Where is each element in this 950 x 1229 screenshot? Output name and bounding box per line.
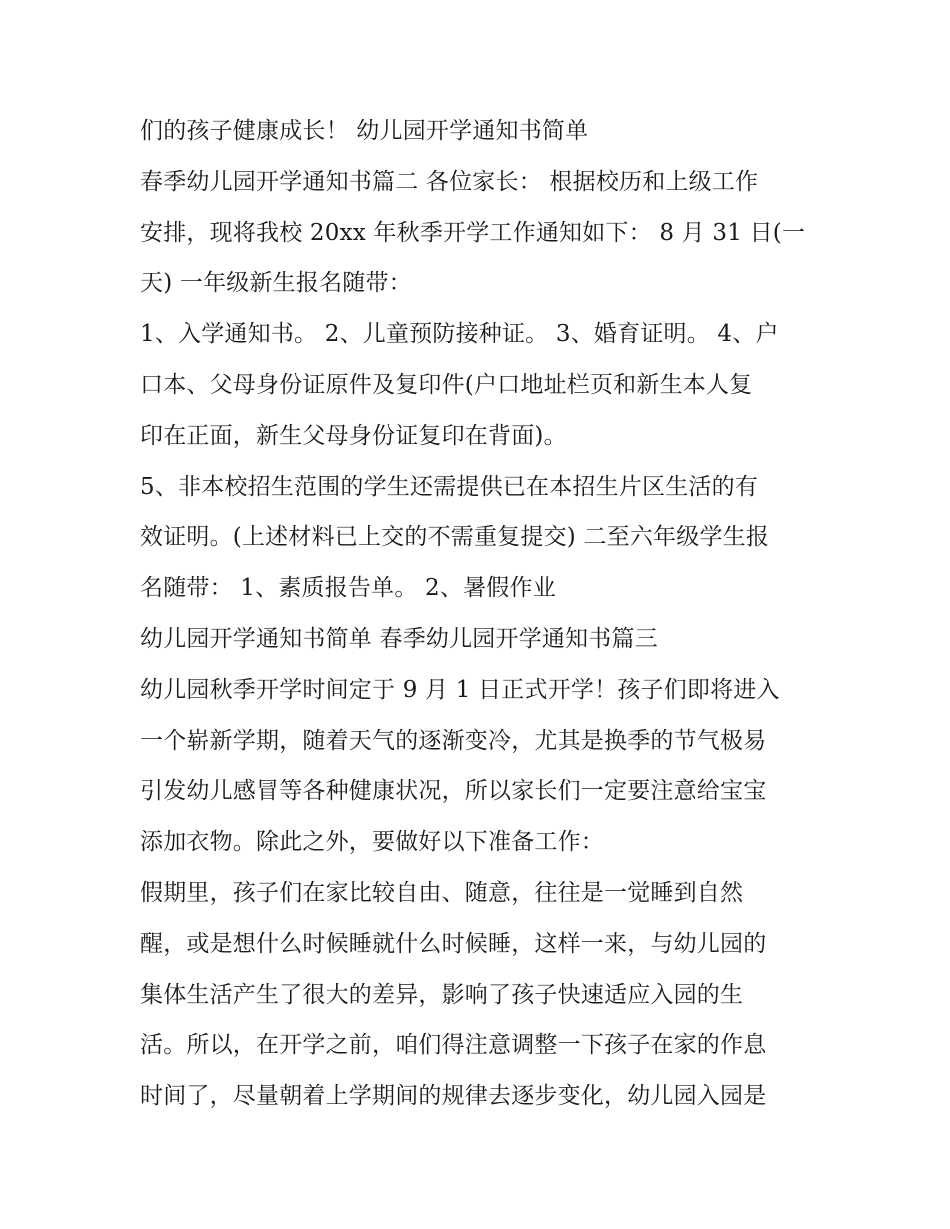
text-line: 天) 一年级新生报名随带： <box>140 270 412 297</box>
text-line: 添加衣物。除此之外，要做好以下准备工作： <box>140 829 604 856</box>
text-line: 时间了，尽量朝着上学期间的规律去逐步变化，幼儿园入园是 <box>140 1083 767 1110</box>
text-line: 集体生活产生了很大的差异，影响了孩子快速适应入园的生 <box>140 981 744 1008</box>
text-line: 活。所以，在开学之前，咱们得注意调整一下孩子在家的作息 <box>140 1032 767 1059</box>
text-line: 幼儿园开学通知书简单 春季幼儿园开学通知书篇三 <box>140 625 658 652</box>
text-line: 一个崭新学期，随着天气的逐渐变冷，尤其是换季的节气极易 <box>140 727 767 754</box>
text-line: 醒，或是想什么时候睡就什么时候睡，这样一来，与幼儿园的 <box>140 930 767 957</box>
text-line: 5、非本校招生范围的学生还需提供已在本招生片区生活的有 <box>140 473 759 500</box>
text-line: 1、入学通知书。 2、儿童预防接种证。 3、婚育证明。 4、户 <box>140 321 779 348</box>
text-line: 效证明。(上述材料已上交的不需重复提交) 二至六年级学生报 <box>140 524 770 551</box>
text-line: 假期里，孩子们在家比较自由、随意，往往是一觉睡到自然 <box>140 879 744 906</box>
text-line: 口本、父母身份证原件及复印件(户口地址栏页和新生本人复 <box>140 371 753 398</box>
text-line: 幼儿园秋季开学时间定于 9 月 1 日正式开学！孩子们即将进入 <box>140 676 780 703</box>
text-line: 引发幼儿感冒等各种健康状况，所以家长们一定要注意给宝宝 <box>140 778 767 805</box>
text-line: 春季幼儿园开学通知书篇二 各位家长： 根据校历和上级工作 <box>140 168 759 195</box>
text-line: 安排，现将我校 20xx 年秋季开学工作通知如下： 8 月 31 日(一 <box>140 219 806 246</box>
text-line: 们的孩子健康成长！ 幼儿园开学通知书简单 <box>140 118 589 144</box>
text-line: 印在正面，新生父母身份证复印在背面)。 <box>140 422 567 449</box>
document-body <box>140 106 820 1122</box>
text-line: 名随带： 1、素质报告单。 2、暑假作业 <box>140 575 556 602</box>
